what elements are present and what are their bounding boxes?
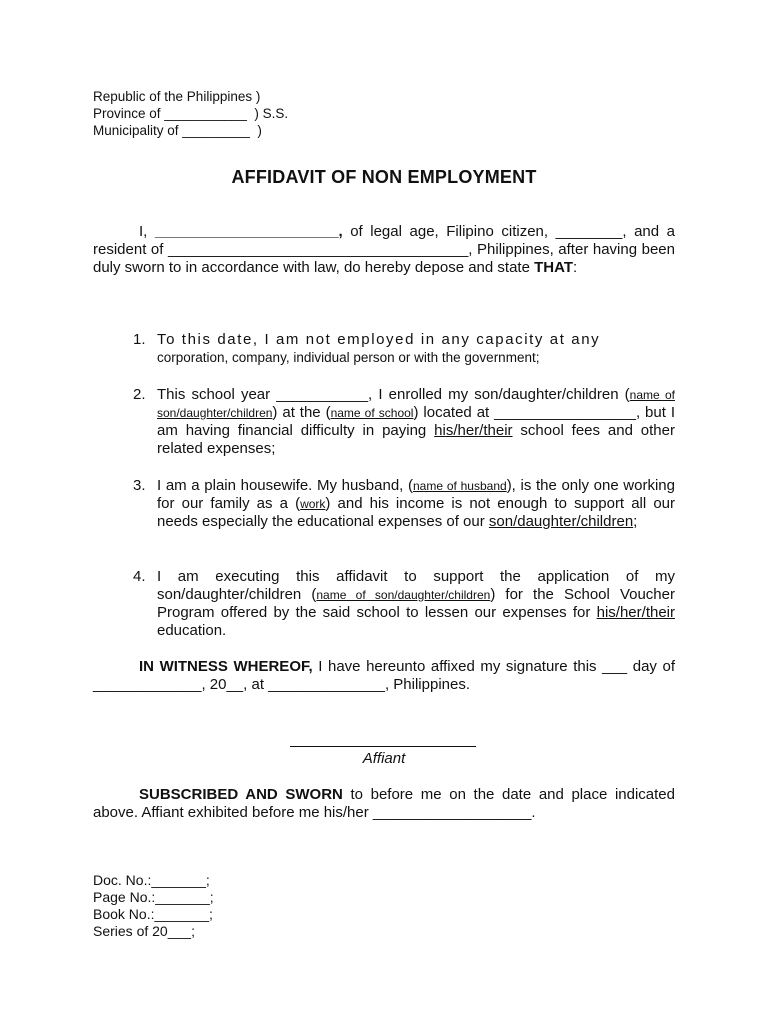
item-1-line-2: corporation, company, individual person or with the government; (157, 350, 540, 365)
item-3-text: ; (633, 513, 638, 530)
son-daughter-placeholder: name of son/daughter/children (316, 588, 491, 602)
item-number: 3. (133, 477, 146, 494)
subscribed-paragraph (93, 786, 675, 822)
item-3-text: ), is the only one working for our family as a ( (157, 477, 675, 512)
witness-paragraph (93, 658, 675, 694)
page-no: Page No.:_______; (93, 889, 214, 905)
document-title: AFFIDAVIT OF NON EMPLOYMENT (231, 167, 537, 187)
school-name-placeholder: name of school (330, 406, 414, 420)
witness-text: I have hereunto affixed my signature this ___ day of _____________, 20__, at ______________, Philippines. (93, 658, 675, 693)
witness-heading: IN WITNESS WHEREOF, (139, 658, 313, 675)
list-item (133, 568, 675, 640)
municipality-line: Municipality of _________ ) (93, 123, 262, 138)
signature-line (290, 746, 476, 747)
that-keyword: THAT (534, 259, 573, 276)
subscribed-text: to before me on the date and place indicated above. Affiant exhibited before me his/her ___________________. (93, 786, 675, 821)
husband-name-placeholder: name of husband (412, 479, 507, 493)
item-4-text: education. (157, 622, 227, 639)
book-no: Book No.:_______; (93, 906, 213, 922)
item-number: 4. (133, 568, 146, 585)
notary-footer (93, 872, 214, 940)
intro-colon: : (573, 259, 578, 276)
son-daughter-children-underlined: son/daughter/children (488, 513, 634, 530)
list-item (133, 386, 675, 458)
his-her-their-placeholder: his/her/their (434, 422, 513, 439)
affiant-label: Affiant (362, 750, 406, 767)
name-blank: ______________________, (154, 223, 343, 240)
list-item (133, 331, 675, 367)
intro-text: of legal age, Filipino citizen, ________, and a resident of ____________________________________, Philippines, after having been duly sworn to in accordance with law, do hereby depose and state (93, 223, 676, 276)
son-daughter-placeholder: name of son/daughter/children (157, 388, 675, 420)
his-her-their-placeholder: his/her/their (596, 604, 675, 621)
doc-no: Doc. No.:_______; (93, 872, 210, 888)
work-placeholder: work (300, 497, 326, 511)
item-3-text: I am a plain housewife. My husband, ( (157, 477, 413, 494)
republic-line: Republic of the Philippines ) (93, 89, 261, 104)
intro-paragraph (93, 223, 675, 277)
item-number: 1. (133, 331, 146, 348)
item-3-text: ) and his income is not enough to support all our needs especially the educational expenses of our (157, 495, 676, 530)
series-of: Series of 20___; (93, 923, 195, 939)
item-2-text: ) at the ( (272, 404, 331, 421)
venue-header (93, 88, 288, 139)
item-1-line-1: To this date, I am not employed in any capacity at any (157, 331, 601, 348)
item-2-text: school fees and other related expenses; (157, 422, 675, 457)
intro-i: I, (139, 223, 148, 240)
item-4-text: I am executing this affidavit to support the application of my son/daughter/children ( (157, 568, 675, 603)
item-number: 2. (133, 386, 146, 403)
subscribed-heading: SUBSCRIBED AND SWORN (139, 786, 343, 803)
list-item (133, 477, 675, 531)
item-2-text: ) located at _________________, but I am having financial difficulty in paying (157, 404, 675, 439)
item-2-text: This school year ___________, I enrolled my son/daughter/children ( (157, 386, 630, 403)
province-line: Province of ___________ ) S.S. (93, 106, 289, 121)
item-4-text: ) for the School Voucher Program offered by the said school to lessen our expenses for (157, 586, 675, 621)
